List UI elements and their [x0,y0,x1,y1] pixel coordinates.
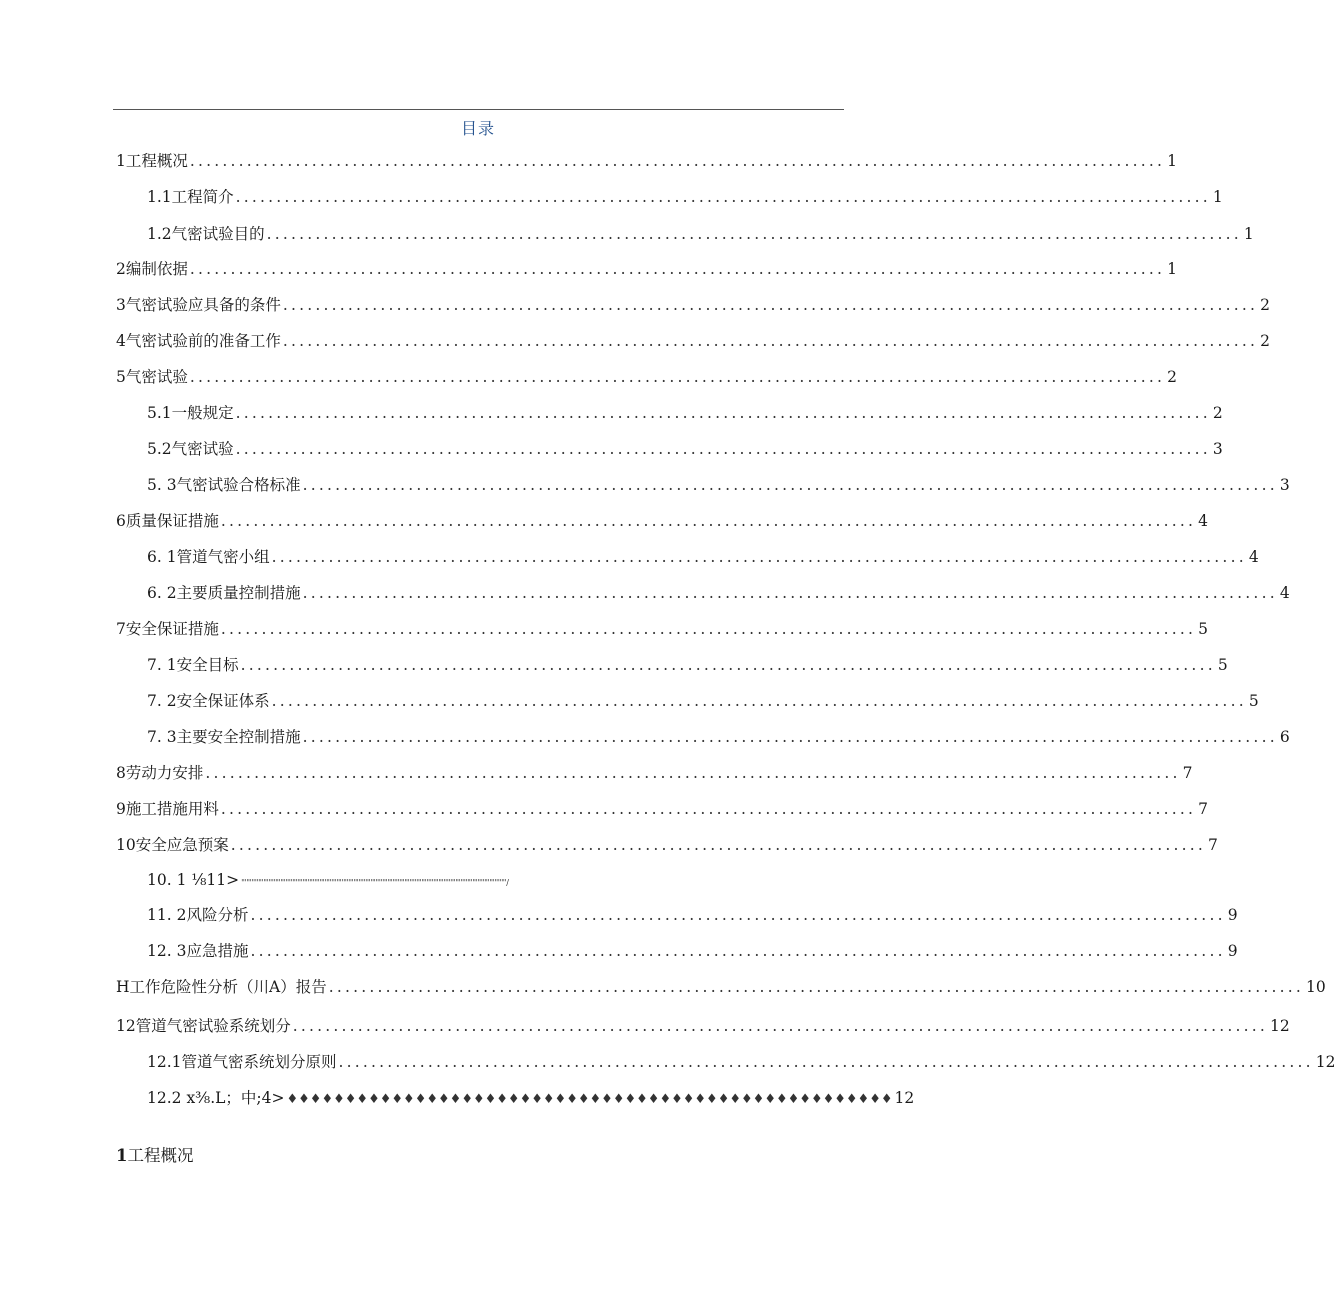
toc-entry-leader: ........................................................................................................................ [205,764,1181,782]
toc-entry-label: 7. 1安全目标 [147,656,239,674]
toc-title: 目录 [460,119,495,138]
toc-entry-page: 2 [1260,296,1270,314]
toc-entry-label: 5气密试验 [116,368,188,386]
toc-entry-leader: ........................................................................................................................ [302,728,1278,746]
toc-entry-leader: ........................................................................................................................ [266,225,1242,243]
toc-entry-label: 7. 3主要安全控制措施 [147,728,301,746]
toc-entry-leader: ........................................................................................................................ [302,584,1278,602]
toc-entry-leader: ........................................................................................................................ [230,836,1206,854]
toc-entry-leader: ........................................................................................................................ [189,152,1166,170]
toc-entry-leader: ........................................................................................................................ [235,440,1211,458]
toc-entry-leader: ........................................................................................................................ [282,296,1259,314]
toc-entry[interactable] [116,511,1208,531]
toc-entry-page: 2 [1212,404,1223,422]
toc-entry[interactable] [116,367,1177,387]
toc-entry-label: 5.2气密试验 [147,440,234,458]
toc-entry-leader: ........................................................................................................................ [292,1017,1268,1035]
toc-entry[interactable] [147,583,1290,603]
toc-entry-page: 10 [1305,978,1326,996]
toc-entry-leader: ........................................................................................................................ [235,404,1211,422]
toc-entry[interactable] [147,905,1238,925]
toc-entry-label: 3气密试验应具备的条件 [116,296,281,314]
toc-entry[interactable] [147,475,1290,495]
toc-entry-leader: ........................................................................................................................ [328,978,1304,996]
toc-entry[interactable] [116,151,1177,171]
toc-entry[interactable] [147,547,1259,567]
toc-entry-label: 7安全保证措施 [116,620,219,638]
toc-entry[interactable] [147,439,1223,459]
toc-entry[interactable] [147,187,1223,207]
toc-entry-page: 1 [1212,188,1223,206]
toc-entry-label: 11. 2风险分析 [147,906,249,924]
toc-entry-page: 5 [1248,692,1259,710]
toc-entry-leader: ........................................................................................................................ [220,800,1197,818]
toc-entry-leader: ........................................................................................................................ [250,942,1226,960]
toc-entry-page: 3 [1212,440,1223,458]
toc-entry-page: 2 [1167,368,1177,386]
toc-entry-page: 6 [1279,728,1290,746]
section-heading-number: 1 [116,1146,128,1165]
toc-entry-page: 1 [1167,152,1177,170]
toc-entry-label: 12.1管道气密系统划分原则 [147,1053,337,1071]
toc-entry[interactable] [116,619,1208,639]
toc-entry[interactable] [116,1016,1290,1036]
toc-entry-label: 2编制依据 [116,260,188,278]
toc-entry[interactable] [147,403,1223,423]
toc-entry[interactable] [147,1088,915,1110]
toc-entry-page: 4 [1198,512,1208,530]
toc-entry-leader: ♦♦♦♦♦♦♦♦♦♦♦♦♦♦♦♦♦♦♦♦♦♦♦♦♦♦♦♦♦♦♦♦♦♦♦♦♦♦♦♦♦♦♦♦♦♦♦♦♦♦♦♦ [286,1092,893,1107]
toc-entry-label: 4气密试验前的准备工作 [116,332,281,350]
toc-entry[interactable] [147,870,509,893]
toc-entry[interactable] [147,655,1228,675]
toc-entry-leader: ........................................................................................................................ [302,476,1278,494]
toc-entry-label: 9施工措施用料 [116,800,219,818]
toc-entry-label: 6. 1管道气密小组 [147,548,270,566]
toc-entry[interactable] [116,799,1208,819]
toc-entry-page: 5 [1217,656,1228,674]
toc-entry-label: 8劳动力安排 [116,764,204,782]
toc-entry-leader: ........................................................................................................................ [338,1053,1314,1071]
toc-entry-label: 12.2 x⅜.L；中;4> [147,1089,285,1107]
toc-entry[interactable] [116,763,1193,783]
toc-entry[interactable] [147,941,1238,961]
toc-entry-label: 12管道气密试验系统划分 [116,1017,291,1035]
toc-entry-leader: ........................................................................................................................ [282,332,1259,350]
toc-entry-label: 1工程概况 [116,152,188,170]
toc-entry-page: 9 [1227,906,1238,924]
toc-entry-label: 5.1一般规定 [147,404,234,422]
toc-entry[interactable] [116,295,1270,315]
toc-entry-leader: ........................................................................................................................ [271,692,1247,710]
toc-entry-leader: ........................................................................................................................ [271,548,1247,566]
toc-entry-page: 7 [1182,764,1193,782]
section-heading [116,1142,193,1166]
toc-entry[interactable] [147,727,1290,747]
toc-entry-leader: ........................................................................................................................ [250,906,1226,924]
toc-entry-page: 12 [894,1089,915,1107]
toc-entry-page: 12 [1315,1053,1336,1071]
toc-entry-label: 1.1工程简介 [147,188,234,206]
toc-entry-page: 5 [1198,620,1208,638]
toc-entry[interactable] [147,1052,1336,1072]
toc-entry-page: 4 [1248,548,1259,566]
toc-entry-page: 4 [1279,584,1290,602]
toc-entry-label: 6. 2主要质量控制措施 [147,584,301,602]
toc-entry-label: 7. 2安全保证体系 [147,692,270,710]
toc-entry-label: 10. 1 ⅛11> [147,871,240,889]
toc-entry-label: 5. 3气密试验合格标准 [147,476,301,494]
toc-entry-leader: ''''''''''''''''''''''''''''''''''''''''''''''''''''''''''''''''''''''''''''''''''''''''''''''''''''''''''''''''''''''''''''''''''''''''''''''''''''''''''''/ [241,878,509,887]
toc-entry[interactable] [116,331,1270,351]
toc-entry-page: 7 [1198,800,1208,818]
toc-entry-leader: ........................................................................................................................ [220,512,1197,530]
toc-entry-leader: ........................................................................................................................ [235,188,1211,206]
toc-entry-page: 3 [1279,476,1290,494]
toc-entry-page: 7 [1207,836,1218,854]
toc-entry-page: 12 [1269,1017,1290,1035]
toc-entry-label: 12. 3应急措施 [147,942,249,960]
toc-entry-label: 1.2气密试验目的 [147,225,265,243]
toc-entry-page: 1 [1167,260,1177,278]
toc-entry[interactable] [147,224,1254,244]
toc-entry-page: 9 [1227,942,1238,960]
toc-entry-label: H工作危险性分析（川A）报告 [116,978,327,996]
toc-entry-leader: ........................................................................................................................ [189,368,1166,386]
toc-entry[interactable] [116,977,1326,997]
toc-entry[interactable] [116,835,1218,855]
toc-entry-leader: ........................................................................................................................ [240,656,1216,674]
toc-entry-leader: ........................................................................................................................ [189,260,1166,278]
toc-entry-page: 2 [1260,332,1270,350]
toc-entry[interactable] [116,259,1177,279]
toc-entry-leader: ........................................................................................................................ [220,620,1197,638]
toc-entry-label: 10安全应急预案 [116,836,229,854]
section-heading-text: 工程概况 [127,1146,194,1165]
toc-entry-label: 6质量保证措施 [116,512,219,530]
toc-entry-page: 1 [1243,225,1254,243]
toc-entry[interactable] [147,691,1259,711]
